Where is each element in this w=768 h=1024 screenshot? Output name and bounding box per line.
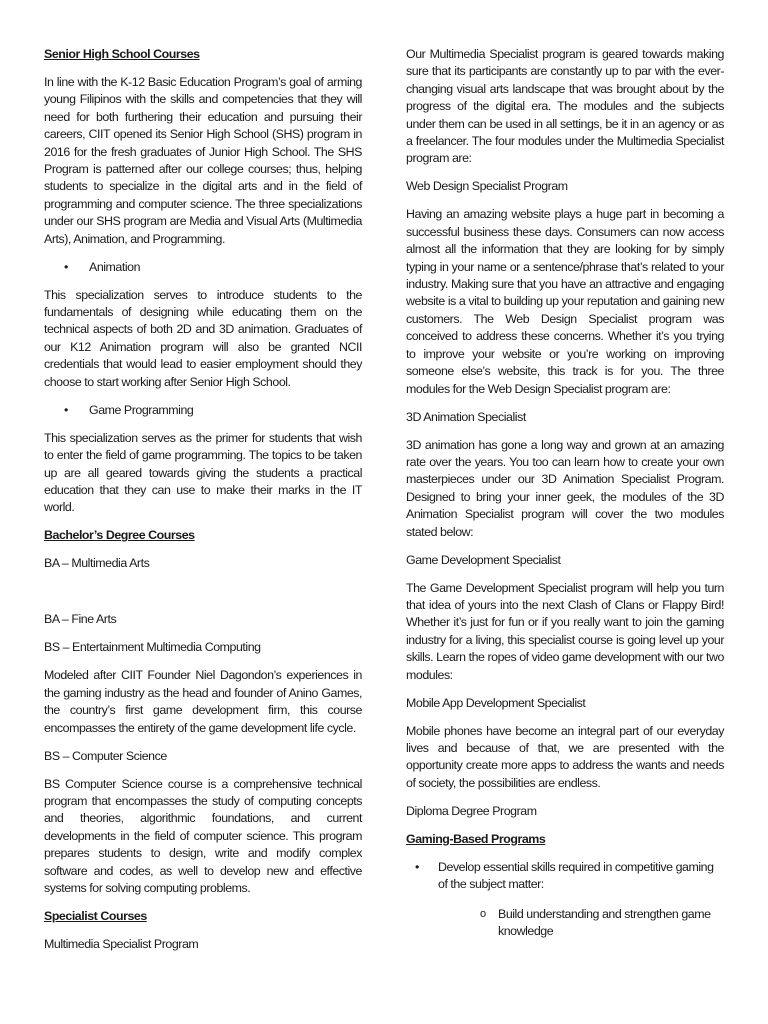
ba-fine-arts: BA – Fine Arts <box>44 612 117 627</box>
multimedia-specialist-paragraph: Our Multimedia Specialist program is geared towards making sure that its participants are constantly up to par with the ever-changing visual arts landscape that was brought about by the progress of the digital era. The modules and the subjects under them can be used in all settings, be it in an agency or as a freelancer. The four modules under the Multimedia Specialist program are: <box>406 47 724 166</box>
spacer <box>44 583 362 611</box>
bs-cs-title: BS – Computer Science <box>44 748 167 763</box>
mobile-app-title: Mobile App Development Specialist <box>406 695 586 710</box>
game-dev-paragraph: The Game Development Specialist program will help you turn that idea of yours into the next Clash of Clans or Flappy Bird! Whether it’s just for fun or if you really want to join the gaming industry for a living, this specialist course is going level up your skills. Learn the ropes of video game development with our two modules: <box>406 580 724 682</box>
gaming-bullet-text: Develop essential skills required in competitive gaming of the subject matter: <box>438 859 714 892</box>
web-design-title: Web Design Specialist Program <box>406 179 568 194</box>
shs-animation-list <box>44 259 362 276</box>
ba-multimedia-arts: BA – Multimedia Arts <box>44 556 150 571</box>
specialist-heading: Specialist Courses <box>44 908 147 923</box>
gaming-bullet <box>406 859 724 941</box>
game-programming-paragraph: This specialization serves as the primer for students that wish to enter the field of game programming. The topics to be taken up are all geared towards giving the students a practical education that they can use to make their marks in the IT world. <box>44 430 362 515</box>
mobile-app-paragraph: Mobile phones have become an integral part of our everyday lives and because of that, we are presented with the opportunity create more apps to address the wants and needs of society, the possibilities are endless. <box>406 723 724 790</box>
animation-paragraph: This specialization serves to introduce students to the fundamentals of designing while educating them on the technical aspects of both 2D and 3D animation. Graduates of our K12 Animation program will also be granted NCII credentials that would lead to easier employment should they choose to start working after Senior High School. <box>44 287 362 389</box>
left-column <box>44 46 362 964</box>
gaming-sub-list <box>438 906 724 941</box>
web-design-paragraph: Having an amazing website plays a huge part in becoming a successful business these days. Consumers can now access almost all the information that they are looking for by simply typing in your name or a sentence/phrase that’s related to your industry. Making sure that you have an attractive and engaging website is a vital to building up your reputation and gaining new customers. The Web Design Specialist program was conceived to address these concerns. Whether it’s you trying to improve your website or you’re working on improving someone else’s website, this track is for you. The three modules for the Web Design Specialist program are: <box>406 207 724 396</box>
bachelor-heading: Bachelor’s Degree Courses <box>44 528 195 543</box>
animation-3d-title: 3D Animation Specialist <box>406 409 526 424</box>
bs-emc-paragraph: Modeled after CIIT Founder Niel Dagondon’s experiences in the gaming industry as the head and founder of Anino Games, the country’s first game development firm, this course encompasses the entirety of the game development life cycle. <box>44 668 362 735</box>
animation-bullet: • Animation <box>44 259 362 276</box>
game-programming-bullet: • Game Programming <box>44 402 362 419</box>
bs-emc-title: BS – Entertainment Multimedia Computing <box>44 640 261 655</box>
multimedia-specialist-title: Multimedia Specialist Program <box>44 936 199 951</box>
bs-cs-paragraph: BS Computer Science course is a comprehensive technical program that encompasses the study of computing concepts and theories, algorithmic foundations, and current developments in the field of computer science. This program prepares students to design, write and modify complex software and codes, as well to develop new and effective systems for solving computing problems. <box>44 776 362 895</box>
gaming-list <box>406 859 724 941</box>
diploma-title: Diploma Degree Program <box>406 803 537 818</box>
shs-intro-paragraph: In line with the K-12 Basic Education Program’s goal of arming young Filipinos with the skills and competencies that they will need for both furthering their education and pursuing their careers, CIIT opened its Senior High School (SHS) program in 2016 for the fresh graduates of Junior High School. The SHS Program is patterned after our college courses; thus, helping students to specialize in the digital arts and in the field of programming and computer science. The three specializations under our SHS program are Media and Visual Arts (Multimedia Arts), Animation, and Programming. <box>44 75 362 246</box>
shs-game-programming-list <box>44 402 362 419</box>
gaming-sub-bullet: o Build understanding and strengthen game knowledge <box>470 906 724 941</box>
gaming-heading: Gaming-Based Programs <box>406 831 546 846</box>
game-dev-title: Game Development Specialist <box>406 552 561 567</box>
animation-3d-paragraph: 3D animation has gone a long way and grown at an amazing rate over the years. You too can learn how to create your own masterpieces under our 3D Animation Specialist Program. Designed to bring your inner geek, the modules of the 3D Animation Specialist program will cover the two modules stated below: <box>406 437 724 539</box>
shs-heading: Senior High School Courses <box>44 47 200 61</box>
right-column <box>406 46 724 951</box>
